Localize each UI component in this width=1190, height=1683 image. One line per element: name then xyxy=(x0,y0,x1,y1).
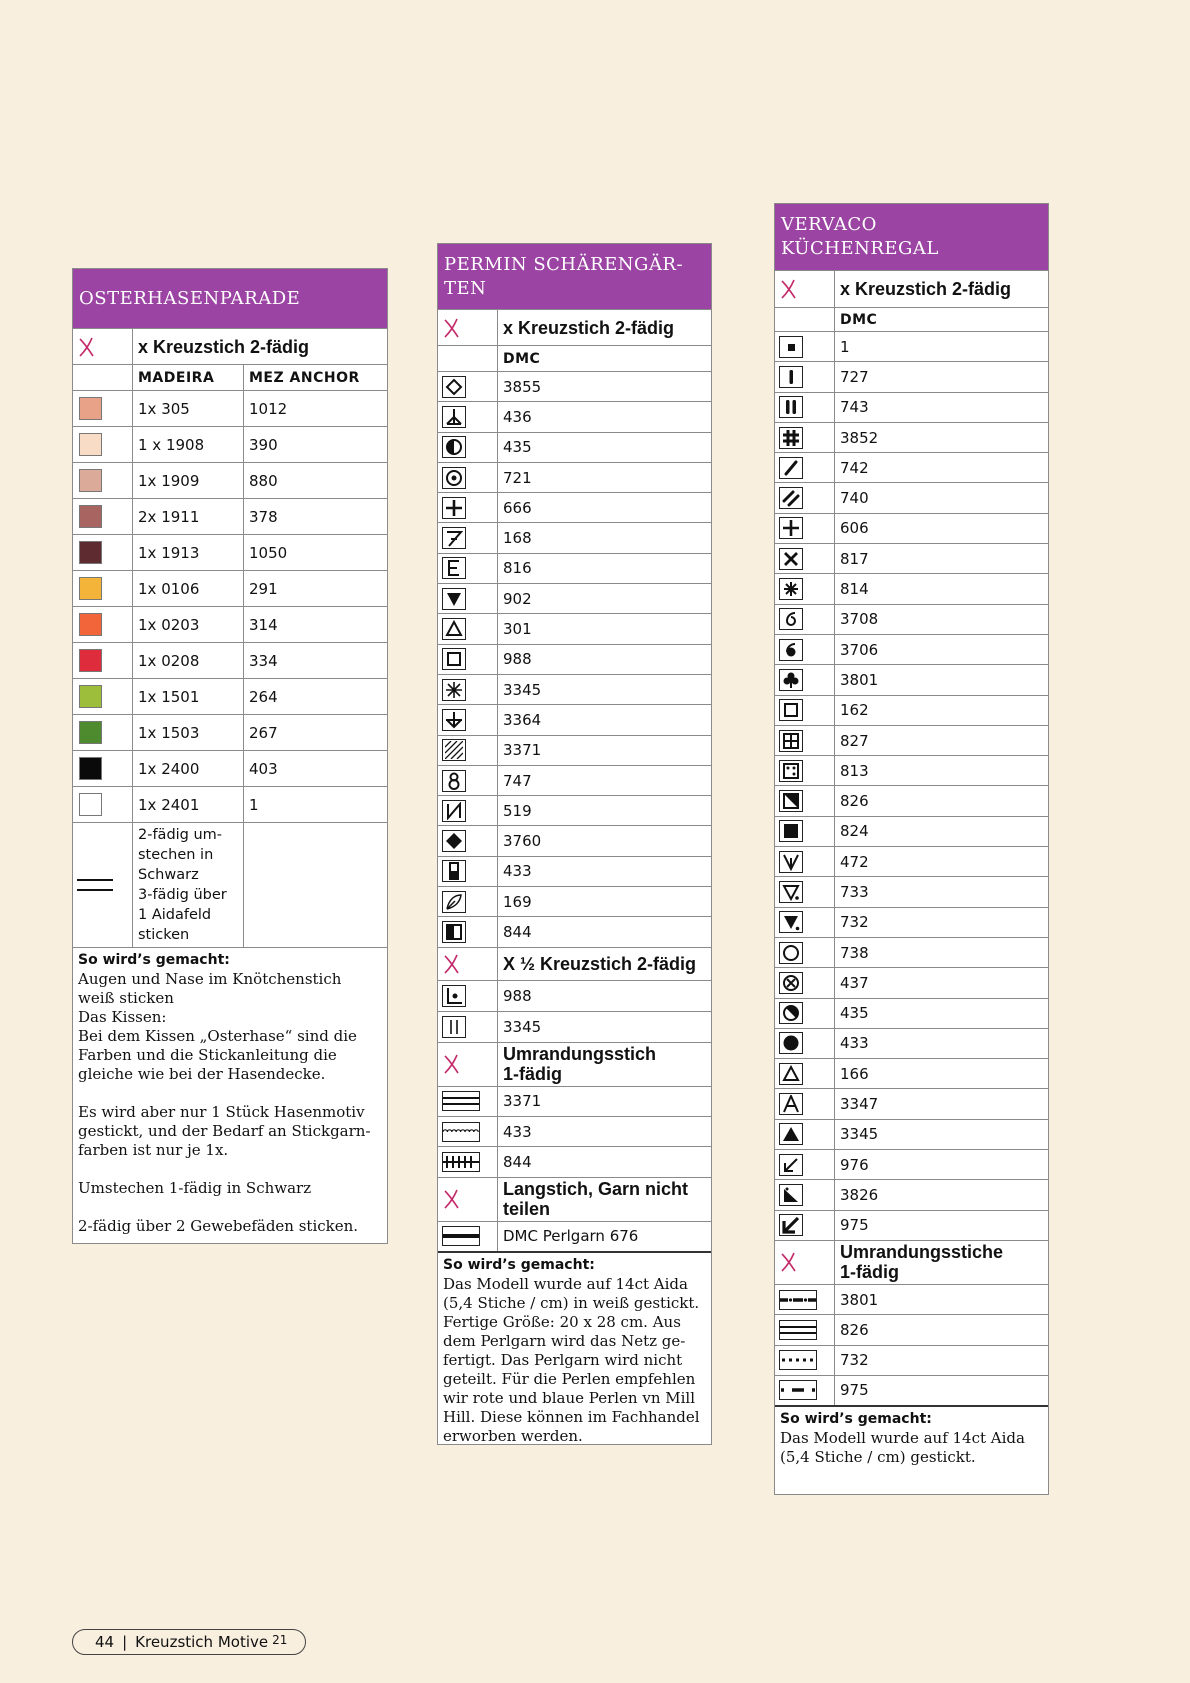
digit-8-icon xyxy=(442,770,466,792)
color-swatch xyxy=(79,721,102,744)
dmc-value: 437 xyxy=(840,973,869,992)
dmc-value: 3801 xyxy=(840,670,879,689)
section-label: x Kreuzstich 2-fädig xyxy=(138,336,310,357)
note-title: So wird’s gemacht: xyxy=(443,1256,595,1273)
dmc-value: 166 xyxy=(840,1064,869,1083)
dmc-value: 747 xyxy=(503,771,532,790)
double-bar-filled-icon xyxy=(779,396,803,418)
dmc-value: 433 xyxy=(840,1034,869,1053)
table-row xyxy=(438,886,711,916)
column-header-anchor: MEZ ANCHOR xyxy=(249,369,360,386)
table-row xyxy=(775,876,1048,906)
dmc-value: 3852 xyxy=(840,428,879,447)
text-line xyxy=(78,1198,382,1217)
table-row xyxy=(775,452,1048,482)
hatch-icon xyxy=(442,739,466,761)
table-row xyxy=(775,695,1048,725)
dmc-value: 435 xyxy=(840,1004,869,1023)
section-label: x Kreuzstich 2-fädig xyxy=(503,317,675,338)
text-line: Farben und die Stickanleitung die xyxy=(78,1046,337,1064)
half-square-icon xyxy=(442,921,466,943)
color-swatch xyxy=(79,397,102,420)
section-label: X ½ Kreuzstich 2-fädig xyxy=(503,953,697,974)
y-fork-icon xyxy=(442,406,466,428)
triangle-down-dot-icon xyxy=(779,881,803,903)
anchor-value: 403 xyxy=(249,759,278,778)
book-title: Kreuzstich Motive xyxy=(135,1633,269,1651)
triangle-down-filled-icon xyxy=(442,588,466,610)
six-outline-icon xyxy=(779,608,803,630)
madeira-value: 1x 0106 xyxy=(133,571,244,606)
diamond-outline-icon xyxy=(442,376,466,398)
half-cross-stitch-icon xyxy=(438,948,498,980)
anchor-value: 378 xyxy=(249,507,278,526)
osterhasenparade-table xyxy=(72,268,388,1244)
arrow-down-icon xyxy=(442,709,466,731)
diamond-filled-icon xyxy=(442,830,466,852)
grid-square-icon xyxy=(779,730,803,752)
color-swatch xyxy=(79,757,102,780)
table-row xyxy=(775,604,1048,634)
dmc-value: 3855 xyxy=(503,377,542,396)
color-swatch xyxy=(79,613,102,636)
dmc-value: 976 xyxy=(840,1155,869,1174)
table-row xyxy=(438,462,711,492)
letter-n-icon xyxy=(442,800,466,822)
table-row xyxy=(438,1086,711,1116)
dmc-value: 3364 xyxy=(503,710,542,729)
seven-slash-icon xyxy=(442,527,466,549)
dmc-value: 1 xyxy=(840,337,850,356)
table-row xyxy=(438,674,711,704)
table-row xyxy=(775,907,1048,937)
dmc-value: 433 xyxy=(503,1122,532,1141)
bar-icon xyxy=(442,860,466,882)
madeira-value: 1 x 1908 xyxy=(133,427,244,462)
dmc-value: 3708 xyxy=(840,610,879,629)
table-row xyxy=(775,1284,1048,1314)
table-row xyxy=(438,1011,711,1042)
table-title xyxy=(73,269,387,328)
dmc-value: 162 xyxy=(840,701,869,720)
text-line: Schwarz xyxy=(138,867,199,883)
dmc-value: 902 xyxy=(503,589,532,608)
table-row xyxy=(775,1375,1048,1405)
dmc-value: 975 xyxy=(840,1216,869,1235)
corner-triangle-icon xyxy=(779,790,803,812)
triangle-up-outline-icon xyxy=(779,1063,803,1085)
outline-stitch-icon xyxy=(73,823,133,947)
outline-stitch-icon xyxy=(438,1043,498,1086)
table-row xyxy=(438,432,711,462)
dmc-value: 827 xyxy=(840,731,869,750)
anchor-value: 267 xyxy=(249,723,278,742)
table-row xyxy=(73,534,387,570)
circle-x-icon xyxy=(779,972,803,994)
table-row xyxy=(438,856,711,886)
square-outline-icon xyxy=(779,699,803,721)
text-line xyxy=(78,1160,382,1179)
table-row xyxy=(775,846,1048,876)
table-row xyxy=(438,765,711,795)
leaf-icon xyxy=(442,891,466,913)
dmc-value: 3706 xyxy=(840,640,879,659)
dmc-value: 826 xyxy=(840,1320,869,1339)
table-title xyxy=(438,244,711,309)
table-row xyxy=(775,331,1048,361)
table-title-line: TEN xyxy=(444,277,487,299)
text-line: sticken xyxy=(138,927,190,943)
table-row xyxy=(73,750,387,786)
outline-instructions xyxy=(133,823,244,947)
asterisk-icon xyxy=(442,679,466,701)
letter-a-icon xyxy=(779,1093,803,1115)
hash-icon xyxy=(779,427,803,449)
thick-line-icon xyxy=(442,1226,480,1246)
square-outline-icon xyxy=(442,648,466,670)
column-header-dmc: DMC xyxy=(840,311,878,328)
anchor-value: 314 xyxy=(249,615,278,634)
dmc-value: 844 xyxy=(503,1152,532,1171)
anchor-value: 264 xyxy=(249,687,278,706)
madeira-value: 1x 2401 xyxy=(133,787,244,822)
table-row xyxy=(775,998,1048,1028)
text-line: fertigt. Das Perlgarn wird nicht xyxy=(443,1350,683,1369)
madeira-value: 1x 2400 xyxy=(133,751,244,786)
x-cross-icon xyxy=(779,548,803,570)
color-swatch xyxy=(79,649,102,672)
color-swatch xyxy=(79,577,102,600)
text-line: Bei dem Kissen „Osterhase“ sind die xyxy=(78,1027,357,1045)
table-row xyxy=(438,980,711,1011)
dmc-value: 732 xyxy=(840,913,869,932)
madeira-value: 1x 305 xyxy=(133,391,244,426)
table-row xyxy=(73,498,387,534)
dmc-value: 813 xyxy=(840,761,869,780)
table-row xyxy=(775,725,1048,755)
color-swatch xyxy=(79,469,102,492)
table-row xyxy=(775,937,1048,967)
dmc-value: 472 xyxy=(840,852,869,871)
half-circle-icon xyxy=(442,436,466,458)
dice-icon xyxy=(779,760,803,782)
dmc-value: 3371 xyxy=(503,1092,542,1111)
section-label: Langstich, Garn nicht teilen xyxy=(503,1179,689,1220)
dmc-value: 742 xyxy=(840,458,869,477)
arrow-down-left-icon xyxy=(779,1154,803,1176)
page-number: 44 xyxy=(95,1633,115,1651)
single-bar-icon xyxy=(779,366,803,388)
table-row xyxy=(438,644,711,674)
text-line: Umstechen 1-fädig in Schwarz xyxy=(78,1179,312,1197)
instructions-note xyxy=(438,1251,711,1444)
dmc-value: 169 xyxy=(503,892,532,911)
text-line: gleiche wie bei der Hasendecke. xyxy=(78,1065,326,1083)
dmc-value: 606 xyxy=(840,519,869,538)
table-row xyxy=(775,634,1048,664)
table-row xyxy=(775,1058,1048,1088)
table-row xyxy=(73,390,387,426)
dmc-value: DMC Perlgarn 676 xyxy=(503,1227,639,1246)
plus-icon xyxy=(779,517,803,539)
table-row xyxy=(775,482,1048,512)
column-header-madeira: MADEIRA xyxy=(133,365,244,390)
v-arrow-icon xyxy=(779,851,803,873)
table-row xyxy=(775,755,1048,785)
triangle-down-filled-dot-icon xyxy=(779,911,803,933)
dmc-value: 988 xyxy=(503,650,532,669)
anchor-value: 1050 xyxy=(249,543,288,562)
table-row xyxy=(775,1314,1048,1344)
table-row xyxy=(775,1210,1048,1240)
dmc-value: 844 xyxy=(503,922,532,941)
anchor-value: 291 xyxy=(249,579,278,598)
text-line: erworben werden. xyxy=(443,1426,583,1445)
table-row xyxy=(73,462,387,498)
table-title-line: KÜCHENREGAL xyxy=(781,238,939,259)
text-line: 2-fädig über 2 Gewebefäden sticken. xyxy=(78,1217,359,1235)
text-line: dem Perlgarn wird das Netz ge- xyxy=(443,1331,686,1350)
table-row xyxy=(438,1146,711,1176)
dmc-value: 743 xyxy=(840,398,869,417)
table-row xyxy=(775,967,1048,997)
dmc-value: 3371 xyxy=(503,741,542,760)
dashed-line-icon xyxy=(779,1380,817,1400)
text-line: stechen in xyxy=(138,847,214,863)
circle-outline-icon xyxy=(779,942,803,964)
loops-line-icon xyxy=(442,1122,480,1142)
text-line: wir rote und blaue Perlen vn Mill xyxy=(443,1388,696,1407)
table-row xyxy=(775,816,1048,846)
table-row xyxy=(73,678,387,714)
dmc-value: 727 xyxy=(840,367,869,386)
cross-stitch-icon xyxy=(438,310,498,345)
cross-stitch-icon xyxy=(73,329,133,364)
page-footer: 44 | Kreuzstich Motive 21 xyxy=(72,1629,306,1655)
circle-filled-icon xyxy=(779,1032,803,1054)
table-row xyxy=(73,714,387,750)
anchor-value: 1012 xyxy=(249,399,288,418)
table-row xyxy=(438,916,711,946)
dmc-value: 301 xyxy=(503,620,532,639)
triangle-up-outline-icon xyxy=(442,618,466,640)
text-line: Das Kissen: xyxy=(78,1008,167,1026)
note-title: So wird’s gemacht: xyxy=(78,952,230,968)
text-line: Das Modell wurde auf 14ct Aida xyxy=(780,1429,1025,1448)
text-line: (5,4 Stiche / cm) gestickt. xyxy=(780,1448,976,1467)
text-line: Das Modell wurde auf 14ct Aida xyxy=(443,1274,688,1293)
table-row xyxy=(775,422,1048,452)
outline-stitch-icon xyxy=(775,1241,835,1284)
dmc-value: 433 xyxy=(503,862,532,881)
table-row xyxy=(438,371,711,401)
dmc-value: 816 xyxy=(503,559,532,578)
table-row xyxy=(775,785,1048,815)
text-line: Fertige Größe: 20 x 28 cm. Aus xyxy=(443,1312,681,1331)
dmc-value: 3345 xyxy=(503,680,542,699)
table-row xyxy=(438,613,711,643)
dmc-value: 826 xyxy=(840,792,869,811)
vervaco-table xyxy=(774,203,1049,1495)
cross-stitch-icon xyxy=(775,271,835,307)
dmc-value: 732 xyxy=(840,1351,869,1370)
table-row xyxy=(775,392,1048,422)
club-icon xyxy=(779,669,803,691)
text-line: Es wird aber nur 1 Stück Hasenmotiv xyxy=(78,1103,365,1121)
dash-dot-line-icon xyxy=(779,1290,817,1310)
dmc-value: 738 xyxy=(840,943,869,962)
dmc-value: 817 xyxy=(840,549,869,568)
text-line: 2-fädig um- xyxy=(138,827,223,843)
table-row xyxy=(73,642,387,678)
circle-dot-icon xyxy=(442,467,466,489)
dmc-value: 3760 xyxy=(503,832,542,851)
plus-icon xyxy=(442,497,466,519)
text-line: (5,4 Stiche / cm) in weiß gestickt. xyxy=(443,1293,700,1312)
table-row xyxy=(775,1345,1048,1375)
note-title: So wird’s gemacht: xyxy=(780,1411,932,1428)
table-row xyxy=(775,361,1048,391)
permin-table xyxy=(437,243,712,1445)
text-line: 1 Aidafeld xyxy=(138,907,212,923)
dmc-value: 666 xyxy=(503,498,532,517)
dmc-value: 3345 xyxy=(503,1017,542,1036)
text-line: Augen und Nase im Knötchenstich xyxy=(78,970,342,988)
long-stitch-icon xyxy=(438,1178,498,1221)
table-row xyxy=(438,1221,711,1251)
color-swatch xyxy=(79,433,102,456)
dmc-value: 740 xyxy=(840,489,869,508)
table-title-line: PERMIN SCHÄRENGÄR- xyxy=(444,253,684,275)
table-row xyxy=(775,573,1048,603)
section-label: Umrandungsstich 1-fädig xyxy=(503,1044,657,1085)
triangle-dot-corner-icon xyxy=(779,1184,803,1206)
dmc-value: 3801 xyxy=(840,1290,879,1309)
arrow-down-left-bold-icon xyxy=(779,1214,803,1236)
madeira-value: 1x 0208 xyxy=(133,643,244,678)
madeira-value: 1x 1501 xyxy=(133,679,244,714)
color-swatch xyxy=(79,793,102,816)
text-line xyxy=(78,1084,382,1103)
text-line: weiß sticken xyxy=(78,989,174,1007)
dotted-line-icon xyxy=(779,1350,817,1370)
section-label: Umrandungsstiche 1-fädig xyxy=(840,1242,1004,1283)
anchor-value: 390 xyxy=(249,435,278,454)
table-row xyxy=(438,825,711,855)
letter-e-icon xyxy=(442,557,466,579)
table-row xyxy=(775,1028,1048,1058)
dmc-value: 814 xyxy=(840,580,869,599)
dmc-value: 168 xyxy=(503,529,532,548)
madeira-value: 1x 1913 xyxy=(133,535,244,570)
anchor-value: 1 xyxy=(249,795,259,814)
column-header-dmc: DMC xyxy=(503,350,541,367)
filled-square-icon xyxy=(779,820,803,842)
table-row xyxy=(775,543,1048,573)
table-row xyxy=(775,1119,1048,1149)
double-bar-icon xyxy=(442,1016,466,1038)
text-line: farben ist nur je 1x. xyxy=(78,1141,229,1159)
slash-icon xyxy=(779,457,803,479)
table-row xyxy=(775,513,1048,543)
dmc-value: 3347 xyxy=(840,1095,879,1114)
table-row xyxy=(438,704,711,734)
table-row xyxy=(775,1179,1048,1209)
table-row xyxy=(438,1116,711,1146)
section-label: x Kreuzstich 2-fädig xyxy=(840,279,1012,299)
table-row xyxy=(438,401,711,431)
table-row xyxy=(438,522,711,552)
book-volume: 21 xyxy=(272,1633,288,1647)
instructions-note xyxy=(73,947,387,1243)
dmc-value: 435 xyxy=(503,438,532,457)
dmc-value: 721 xyxy=(503,468,532,487)
double-line-icon xyxy=(779,1320,817,1340)
dmc-value: 733 xyxy=(840,882,869,901)
table-row xyxy=(73,426,387,462)
table-title-line: VERVACO xyxy=(781,214,877,235)
dmc-value: 824 xyxy=(840,822,869,841)
dmc-value: 3826 xyxy=(840,1185,879,1204)
table-row xyxy=(73,786,387,822)
table-row xyxy=(438,583,711,613)
anchor-value: 880 xyxy=(249,471,278,490)
color-swatch xyxy=(79,541,102,564)
text-line: 3-fädig über xyxy=(138,887,227,903)
circle-half-icon xyxy=(779,1002,803,1024)
table-row xyxy=(438,553,711,583)
dmc-value: 3345 xyxy=(840,1125,879,1144)
table-title xyxy=(775,204,1048,270)
table-row xyxy=(73,570,387,606)
madeira-value: 2x 1911 xyxy=(133,499,244,534)
triangle-up-filled-icon xyxy=(779,1123,803,1145)
table-row xyxy=(73,822,387,947)
color-swatch xyxy=(79,685,102,708)
madeira-value: 1x 1909 xyxy=(133,463,244,498)
table-row xyxy=(438,795,711,825)
table-row xyxy=(73,606,387,642)
text-line: Hill. Diese können im Fachhandel xyxy=(443,1407,700,1426)
table-row xyxy=(438,735,711,765)
star-icon xyxy=(779,578,803,600)
anchor-value: 334 xyxy=(249,651,278,670)
six-filled-icon xyxy=(779,639,803,661)
table-row xyxy=(775,664,1048,694)
double-slash-icon xyxy=(779,487,803,509)
dmc-value: 436 xyxy=(503,407,532,426)
table-title-text: OSTERHASENPARADE xyxy=(79,287,301,309)
table-row xyxy=(438,492,711,522)
color-swatch xyxy=(79,505,102,528)
double-line-icon xyxy=(442,1091,480,1111)
dmc-value: 975 xyxy=(840,1381,869,1400)
madeira-value: 1x 1503 xyxy=(133,715,244,750)
text-line: gestickt, und der Bedarf an Stickgarn- xyxy=(78,1122,371,1140)
dmc-value: 519 xyxy=(503,801,532,820)
dmc-value: 988 xyxy=(503,986,532,1005)
table-row xyxy=(775,1088,1048,1118)
small-square-icon xyxy=(779,336,803,358)
corner-dot-icon xyxy=(442,985,466,1007)
instructions-note xyxy=(775,1405,1048,1494)
table-row xyxy=(775,1149,1048,1179)
madeira-value: 1x 0203 xyxy=(133,607,244,642)
ticks-line-icon xyxy=(442,1152,480,1172)
text-line: geteilt. Für die Perlen empfehlen xyxy=(443,1369,696,1388)
